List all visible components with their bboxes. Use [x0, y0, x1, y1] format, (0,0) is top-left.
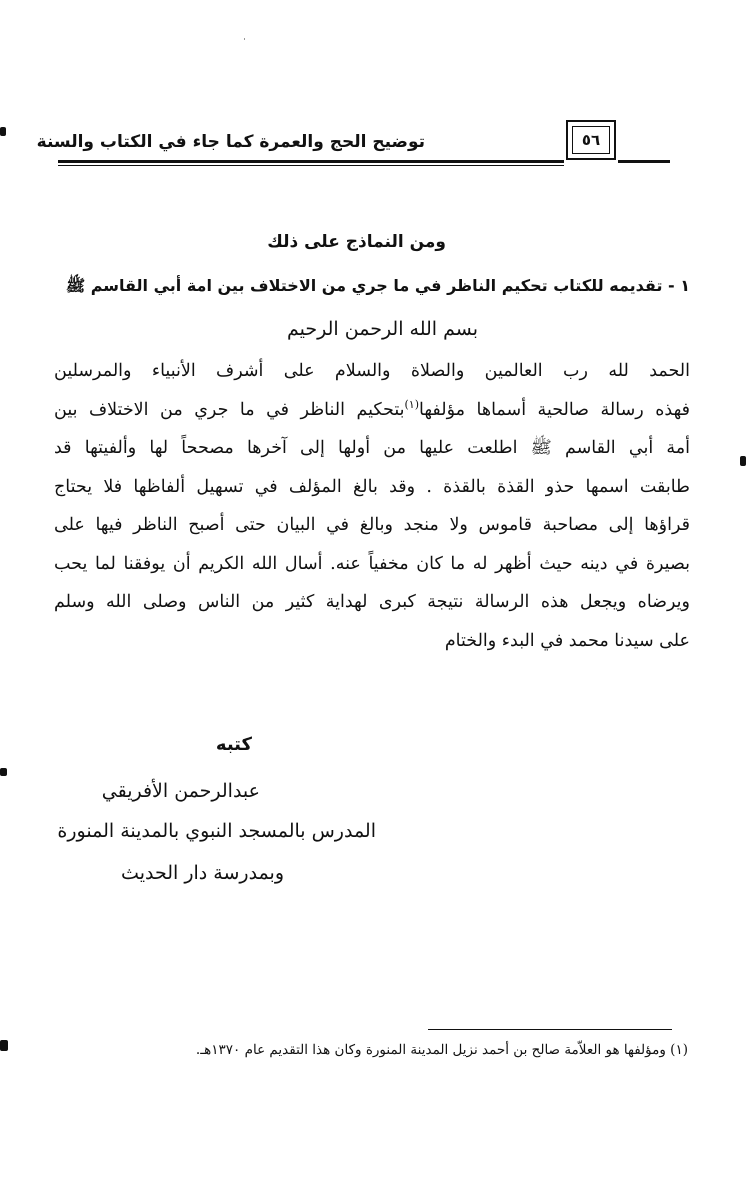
running-header — [36, 118, 670, 178]
margin-mark — [0, 1040, 8, 1051]
running-header-title: توضيح الحج والعمرة كما جاء في الكتاب والسنة — [36, 132, 425, 152]
signature-title: المدرس بالمسجد النبوي بالمدينة المنورة — [57, 820, 376, 842]
footnote-reference: (١) — [404, 397, 420, 411]
margin-mark — [0, 768, 7, 776]
page-number-box — [566, 120, 616, 160]
intro-heading: ١ - تقديمه للكتاب تحكيم الناظر في ما جري من الاختلاف بين امة أبي القاسم ﷺ — [65, 276, 690, 295]
body-line: بصيرة في دينه حيث أظهر له ما كان مخفياً عنه. أسال الله الكريم أن يوفقنا لما يحب — [54, 553, 690, 574]
page-number: ٥٦ — [572, 126, 610, 154]
header-rule — [618, 160, 670, 163]
body-line: على سيدنا محمد في البدء والختام — [444, 630, 690, 651]
margin-mark — [740, 456, 746, 466]
body-line: طابقت اسمها حذو القذة بالقذة . وقد بالغ المؤلف في تسهيل ألفاظها فلا يحتاج — [54, 476, 690, 497]
body-text — [54, 352, 690, 660]
margin-mark — [244, 38, 245, 40]
body-line-part: بتحكيم الناظر في ما جري من الاختلاف بين — [54, 399, 405, 420]
body-line: الحمد لله رب العالمين والصلاة والسلام على أشرف الأنبياء والمرسلين — [54, 361, 690, 381]
section-heading: ومن النماذج على ذلك — [267, 232, 446, 252]
body-line: أمة أبي القاسم ﷺ اطلعت عليها من أولها إلى آخرها مصححاً لها وألفيتها قد — [54, 438, 690, 458]
body-line — [54, 391, 690, 430]
signature-title: وبمدرسة دار الحديث — [121, 862, 284, 884]
body-line: قراؤها إلى مصاحبة قاموس ولا منجد وبالغ في البيان حتى أصبح الناظر فيها على — [54, 515, 690, 535]
signature-name: عبدالرحمن الأفريقي — [101, 780, 260, 802]
body-line: ويرضاه ويجعل هذه الرسالة نتيجة كبرى لهداية كثير من الناس وصلى الله وسلم — [54, 592, 690, 612]
signature-heading: كتبه — [215, 734, 252, 755]
body-line-part: فهذه رسالة صالحية أسماها مؤلفها — [419, 399, 691, 420]
footnote-rule — [428, 1029, 672, 1030]
header-rule — [58, 160, 564, 163]
margin-mark — [0, 127, 6, 136]
footnote: (١) ومؤلفها هو العلاّمة صالح بن أحمد نزيل المدينة المنورة وكان هذا التقديم عام ١٣٧٠هـ. — [195, 1042, 688, 1058]
header-rule-thin — [58, 165, 564, 166]
basmala: بسم الله الرحمن الرحيم — [287, 318, 478, 340]
